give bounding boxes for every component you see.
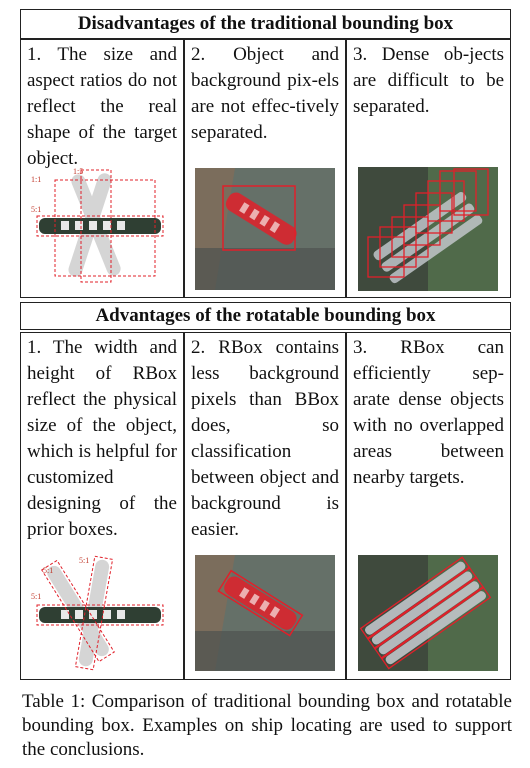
- advantages-header: [20, 302, 511, 330]
- ratio-label-3: 5:1: [31, 205, 42, 214]
- disadvantages-title: Disadvantages of the traditional bounding box: [77, 13, 454, 34]
- rbox-ratio-label-3: 5:1: [31, 592, 42, 601]
- dense-ships-bbox-image: [358, 167, 498, 291]
- advantage-cell-1: [20, 332, 184, 680]
- disadvantage-cell-3: [346, 39, 511, 298]
- harbor-rbox-image: [195, 555, 335, 671]
- disadvantage-text-3: 3. Dense ob-jects are difficult to be separated.: [353, 44, 504, 117]
- advantage-cell-2: [184, 332, 346, 680]
- disadvantage-cell-1: [20, 39, 184, 298]
- advantage-cell-3: [346, 332, 511, 680]
- ratio-label-2: 1:5: [73, 167, 84, 176]
- ship-bbox-figure: [31, 166, 171, 286]
- disadvantage-text-1: 1. The size and aspect ratios do not reflect the real shape of the target object.: [27, 44, 177, 169]
- table-caption: Table 1: Comparison of traditional bounding box and rotatable bounding box. Examples on ship locating are used to support the conclusions.: [22, 691, 512, 760]
- disadvantage-cell-2: [184, 39, 346, 298]
- rbox-ratio-label-1: 5:1: [43, 566, 54, 575]
- dense-ships-rbox-image: [358, 555, 498, 671]
- ship-rbox-figure: [31, 555, 171, 673]
- advantages-title: Advantages of the rotatable bounding box: [95, 305, 436, 326]
- disadvantage-text-2: 2. Object and background pix-els are not effec-tively separated.: [191, 44, 339, 143]
- harbor-bbox-image: [195, 168, 335, 290]
- disadvantages-header: [20, 9, 511, 39]
- rbox-ratio-label-2: 5:1: [79, 556, 90, 565]
- ratio-label-1: 1:1: [31, 175, 42, 184]
- advantage-text-3: 3. RBox can efficiently sep-arate dense objects with no overlapped areas between nearby targets.: [353, 337, 504, 488]
- advantage-text-2: 2. RBox contains less background pixels than BBox does, so classification between object and background is easier.: [191, 337, 339, 540]
- advantage-text-1: 1. The width and height of RBox reflect the physical size of the object, which is helpful for customized designing of the prior boxes.: [27, 337, 177, 540]
